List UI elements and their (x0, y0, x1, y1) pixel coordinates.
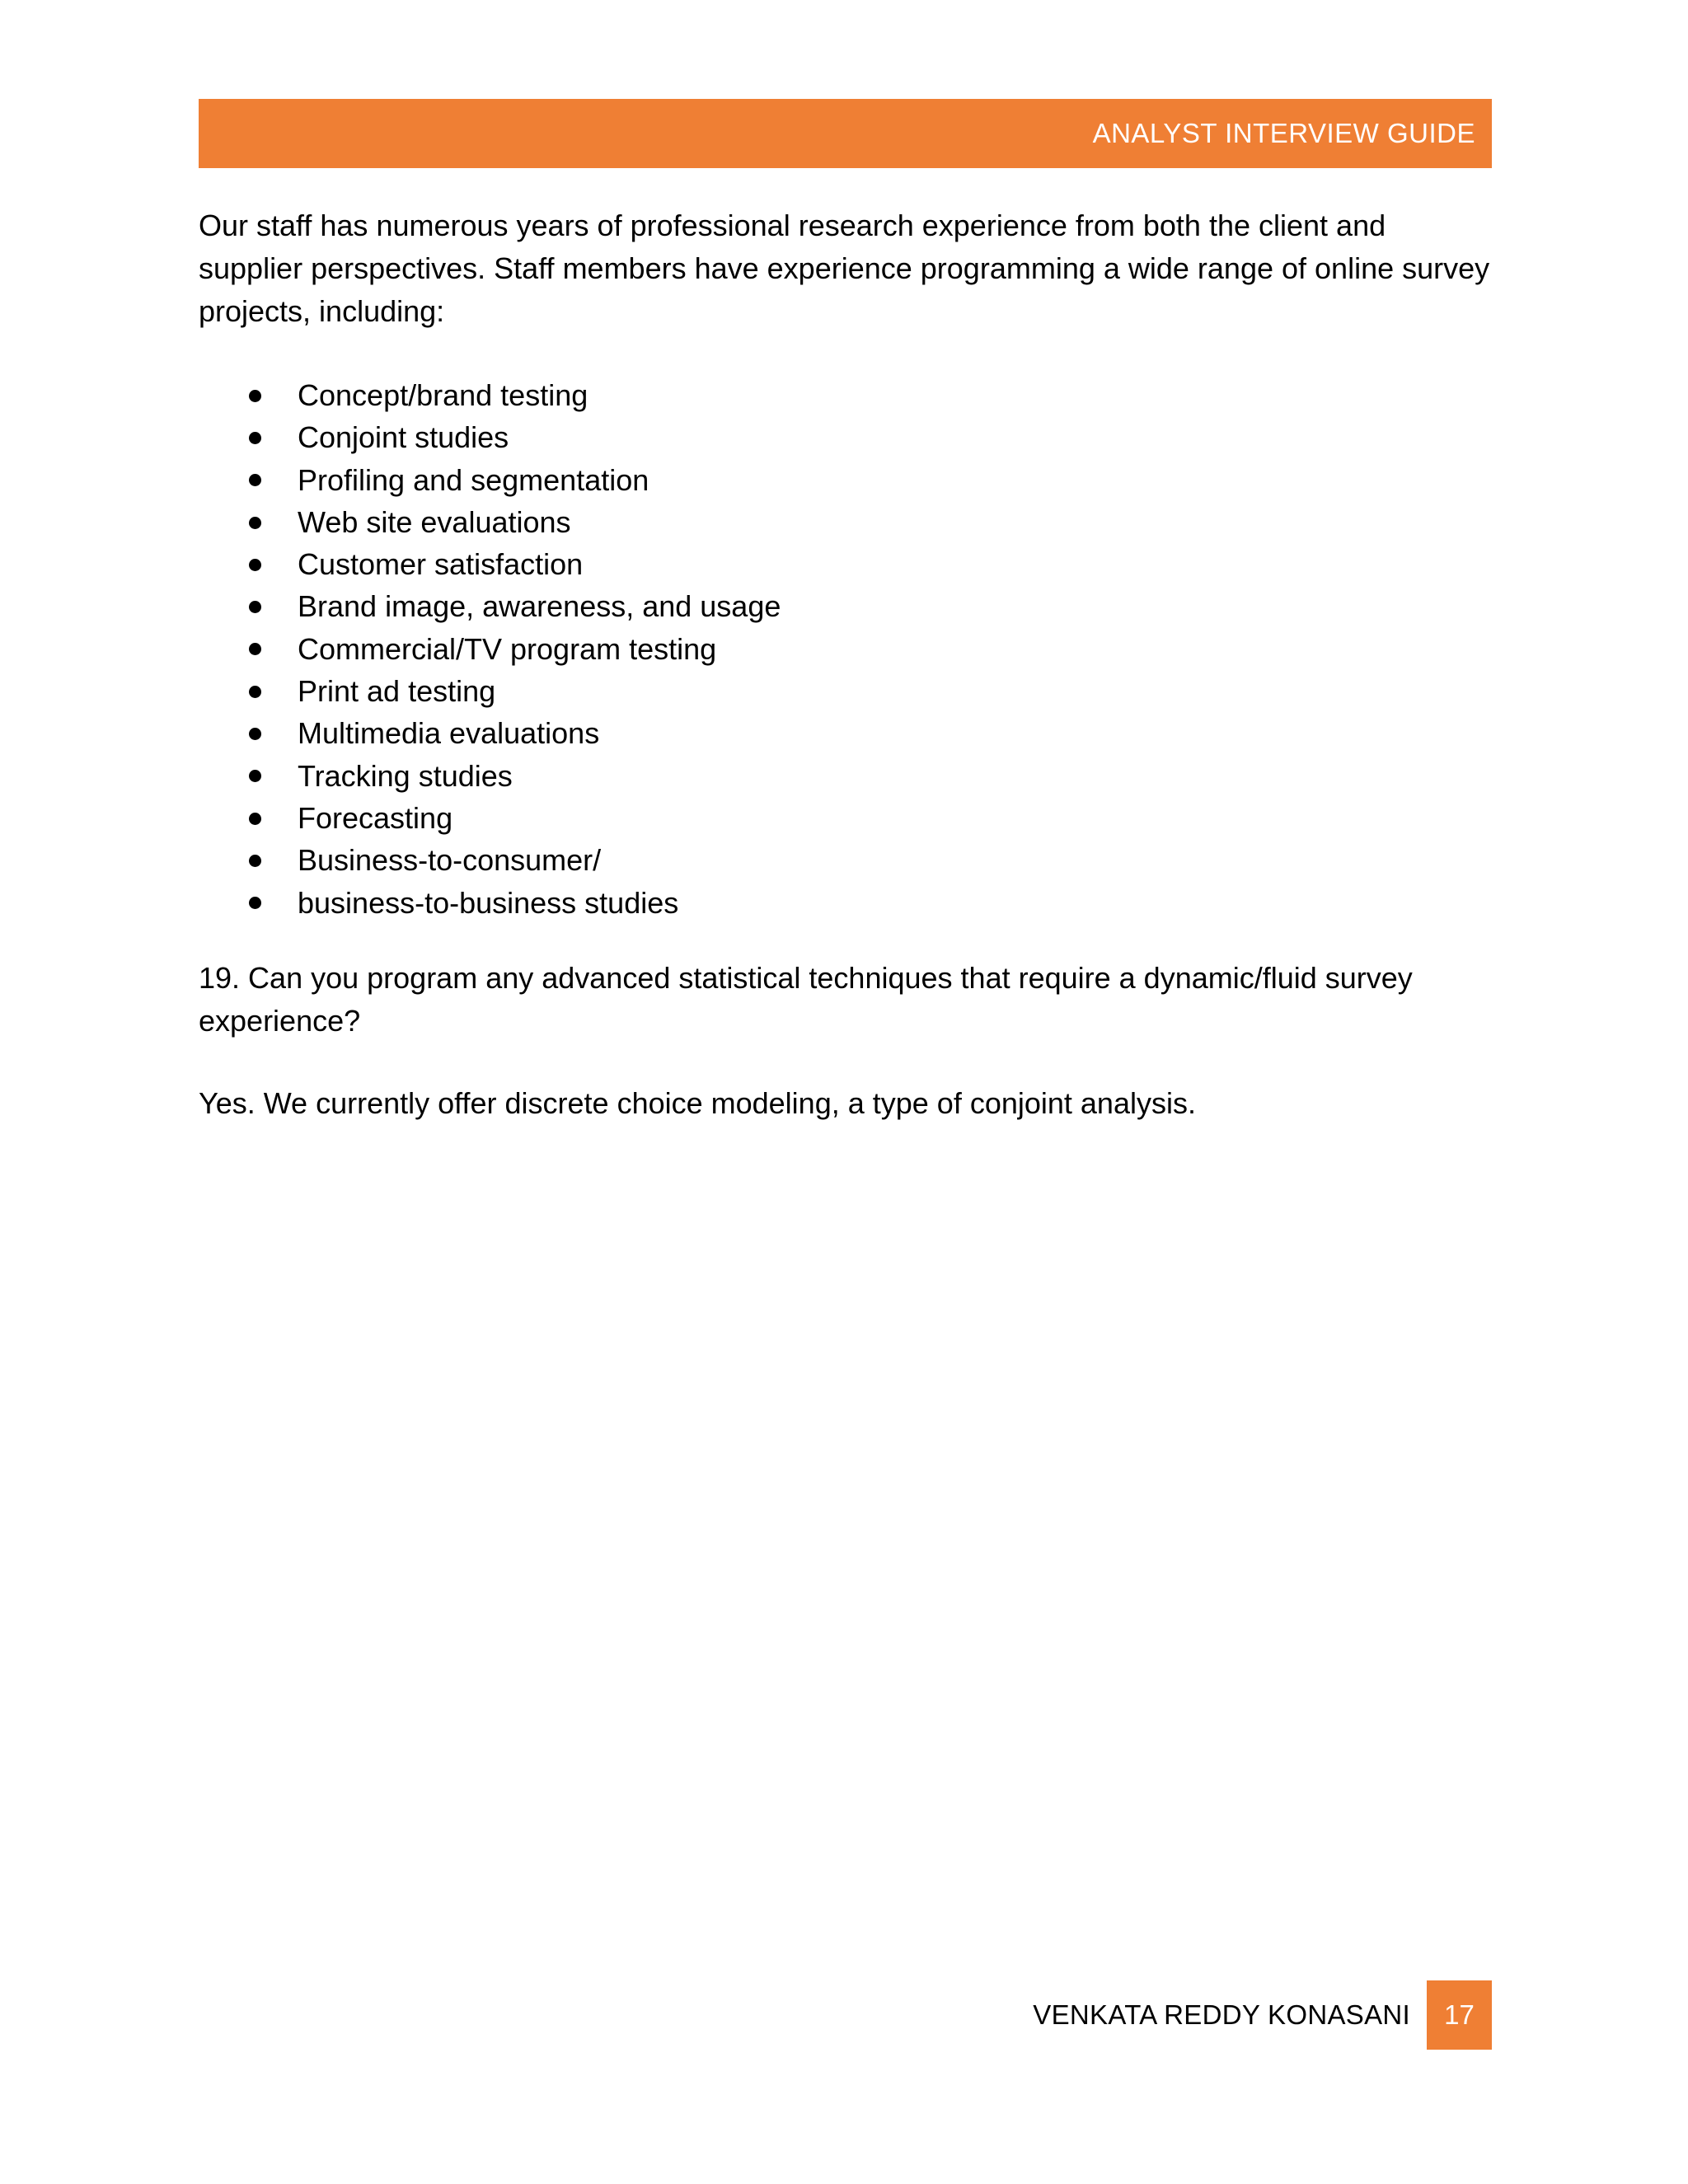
list-item-text: Brand image, awareness, and usage (298, 589, 781, 624)
bullet-icon (249, 517, 261, 529)
list-item-text: Tracking studies (298, 758, 513, 793)
list-item-text: Business-to-consumer/ (298, 843, 602, 878)
list-item-text: Conjoint studies (298, 420, 509, 455)
list-item (199, 839, 1492, 881)
list-item (199, 459, 1492, 501)
bullet-icon (249, 432, 261, 444)
list-item (199, 543, 1492, 585)
list-item-text: business-to-business studies (298, 885, 679, 920)
list-item (199, 501, 1492, 543)
bullet-icon (249, 897, 261, 909)
header-title: ANALYST INTERVIEW GUIDE (1092, 118, 1475, 148)
bullet-icon (249, 770, 261, 782)
footer-author: VENKATA REDDY KONASANI (1033, 1999, 1410, 2030)
question-paragraph: 19. Can you program any advanced statistical techniques that require a dynamic/fluid survey experience? (199, 960, 1413, 1038)
bullet-icon (249, 390, 261, 402)
bullet-icon (249, 686, 261, 698)
list-item (199, 797, 1492, 839)
list-item-text: Web site evaluations (298, 504, 571, 539)
list-item (199, 712, 1492, 754)
bullet-icon (249, 643, 261, 655)
list-item-text: Commercial/TV program testing (298, 631, 717, 666)
page-footer (1033, 1980, 1492, 2050)
list-item (199, 585, 1492, 627)
page-content (199, 204, 1492, 1125)
intro-paragraph: Our staff has numerous years of professional research experience from both the client and supplier perspectives. Staff members have experience programming a wide range of online survey projects, including: (199, 209, 1490, 328)
list-item (199, 416, 1492, 458)
project-type-list (199, 374, 1492, 924)
list-item (199, 628, 1492, 670)
list-item (199, 374, 1492, 416)
list-item-text: Concept/brand testing (298, 378, 588, 412)
list-item (199, 882, 1492, 924)
bullet-icon (249, 728, 261, 740)
bullet-icon (249, 559, 261, 571)
list-item (199, 670, 1492, 712)
bullet-icon (249, 855, 261, 867)
bullet-icon (249, 601, 261, 613)
header-band (199, 99, 1492, 168)
page-number: 17 (1427, 1980, 1492, 2050)
answer-paragraph: Yes. We currently offer discrete choice modeling, a type of conjoint analysis. (199, 1085, 1196, 1120)
list-item (199, 755, 1492, 797)
bullet-icon (249, 474, 261, 486)
list-item-text: Forecasting (298, 800, 453, 835)
list-item-text: Multimedia evaluations (298, 716, 600, 751)
bullet-icon (249, 813, 261, 825)
list-item-text: Customer satisfaction (298, 547, 584, 582)
list-item-text: Profiling and segmentation (298, 462, 649, 497)
list-item-text: Print ad testing (298, 674, 496, 709)
